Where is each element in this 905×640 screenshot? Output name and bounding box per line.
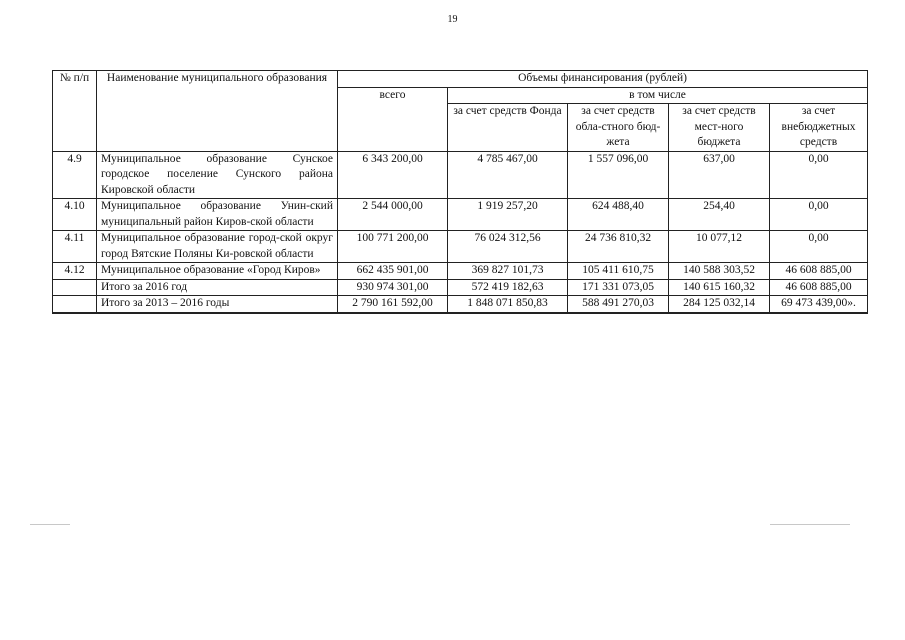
table-row [53, 263, 868, 280]
financing-table [52, 70, 868, 314]
scan-artifact-line [30, 524, 70, 525]
total-2016-regional: 171 331 073,05 [568, 279, 669, 296]
total-all-label: Итого за 2013 – 2016 годы [97, 296, 338, 313]
total-all-local: 284 125 032,14 [669, 296, 770, 313]
row-regional: 1 557 096,00 [568, 151, 669, 199]
total-2016-row [53, 279, 868, 296]
row-extra: 0,00 [770, 199, 868, 231]
row-name: Муниципальное образование Сунское городское поселение Сунского района Кировской области [97, 151, 338, 199]
row-num: 4.12 [53, 263, 97, 280]
total-all-total: 2 790 161 592,00 [338, 296, 448, 313]
row-fund: 4 785 467,00 [448, 151, 568, 199]
total-2016-local: 140 615 160,32 [669, 279, 770, 296]
table-row [53, 199, 868, 231]
row-fund: 76 024 312,56 [448, 231, 568, 263]
row-name: Муниципальное образование Унин-ский муниципальный район Киров-ской области [97, 199, 338, 231]
table-row [53, 151, 868, 199]
header-name: Наименование муниципального образования [97, 71, 338, 152]
total-2016-total: 930 974 301,00 [338, 279, 448, 296]
row-regional: 624 488,40 [568, 199, 669, 231]
row-extra: 0,00 [770, 231, 868, 263]
header-local: за счет средств мест-ного бюджета [669, 104, 770, 152]
row-num: 4.9 [53, 151, 97, 199]
row-name: Муниципальное образование «Город Киров» [97, 263, 338, 280]
row-total: 2 544 000,00 [338, 199, 448, 231]
header-volume: Объемы финансирования (рублей) [338, 71, 868, 88]
row-regional: 105 411 610,75 [568, 263, 669, 280]
row-num: 4.10 [53, 199, 97, 231]
header-total: всего [338, 87, 448, 151]
header-regional: за счет средств обла-стного бюд-жета [568, 104, 669, 152]
row-fund: 1 919 257,20 [448, 199, 568, 231]
total-2016-label: Итого за 2016 год [97, 279, 338, 296]
header-num: № п/п [53, 71, 97, 152]
total-all-extra: 69 473 439,00». [770, 296, 868, 313]
total-all-row [53, 296, 868, 313]
row-local: 637,00 [669, 151, 770, 199]
row-extra: 0,00 [770, 151, 868, 199]
row-extra: 46 608 885,00 [770, 263, 868, 280]
total-2016-fund: 572 419 182,63 [448, 279, 568, 296]
row-num: 4.11 [53, 231, 97, 263]
header-fund: за счет средств Фонда [448, 104, 568, 152]
total-all-num [53, 296, 97, 313]
row-local: 254,40 [669, 199, 770, 231]
row-total: 662 435 901,00 [338, 263, 448, 280]
total-all-fund: 1 848 071 850,83 [448, 296, 568, 313]
header-extra: за счет внебюджетных средств [770, 104, 868, 152]
total-2016-extra: 46 608 885,00 [770, 279, 868, 296]
header-row-1 [53, 71, 868, 88]
row-regional: 24 736 810,32 [568, 231, 669, 263]
total-2016-num [53, 279, 97, 296]
scan-artifact-line [770, 524, 850, 525]
row-total: 100 771 200,00 [338, 231, 448, 263]
row-name: Муниципальное образование город-ской округ город Вятские Поляны Ки-ровской области [97, 231, 338, 263]
page-number: 19 [447, 14, 458, 25]
row-local: 10 077,12 [669, 231, 770, 263]
header-including: в том числе [448, 87, 868, 104]
row-fund: 369 827 101,73 [448, 263, 568, 280]
row-local: 140 588 303,52 [669, 263, 770, 280]
row-total: 6 343 200,00 [338, 151, 448, 199]
table-row [53, 231, 868, 263]
total-all-regional: 588 491 270,03 [568, 296, 669, 313]
